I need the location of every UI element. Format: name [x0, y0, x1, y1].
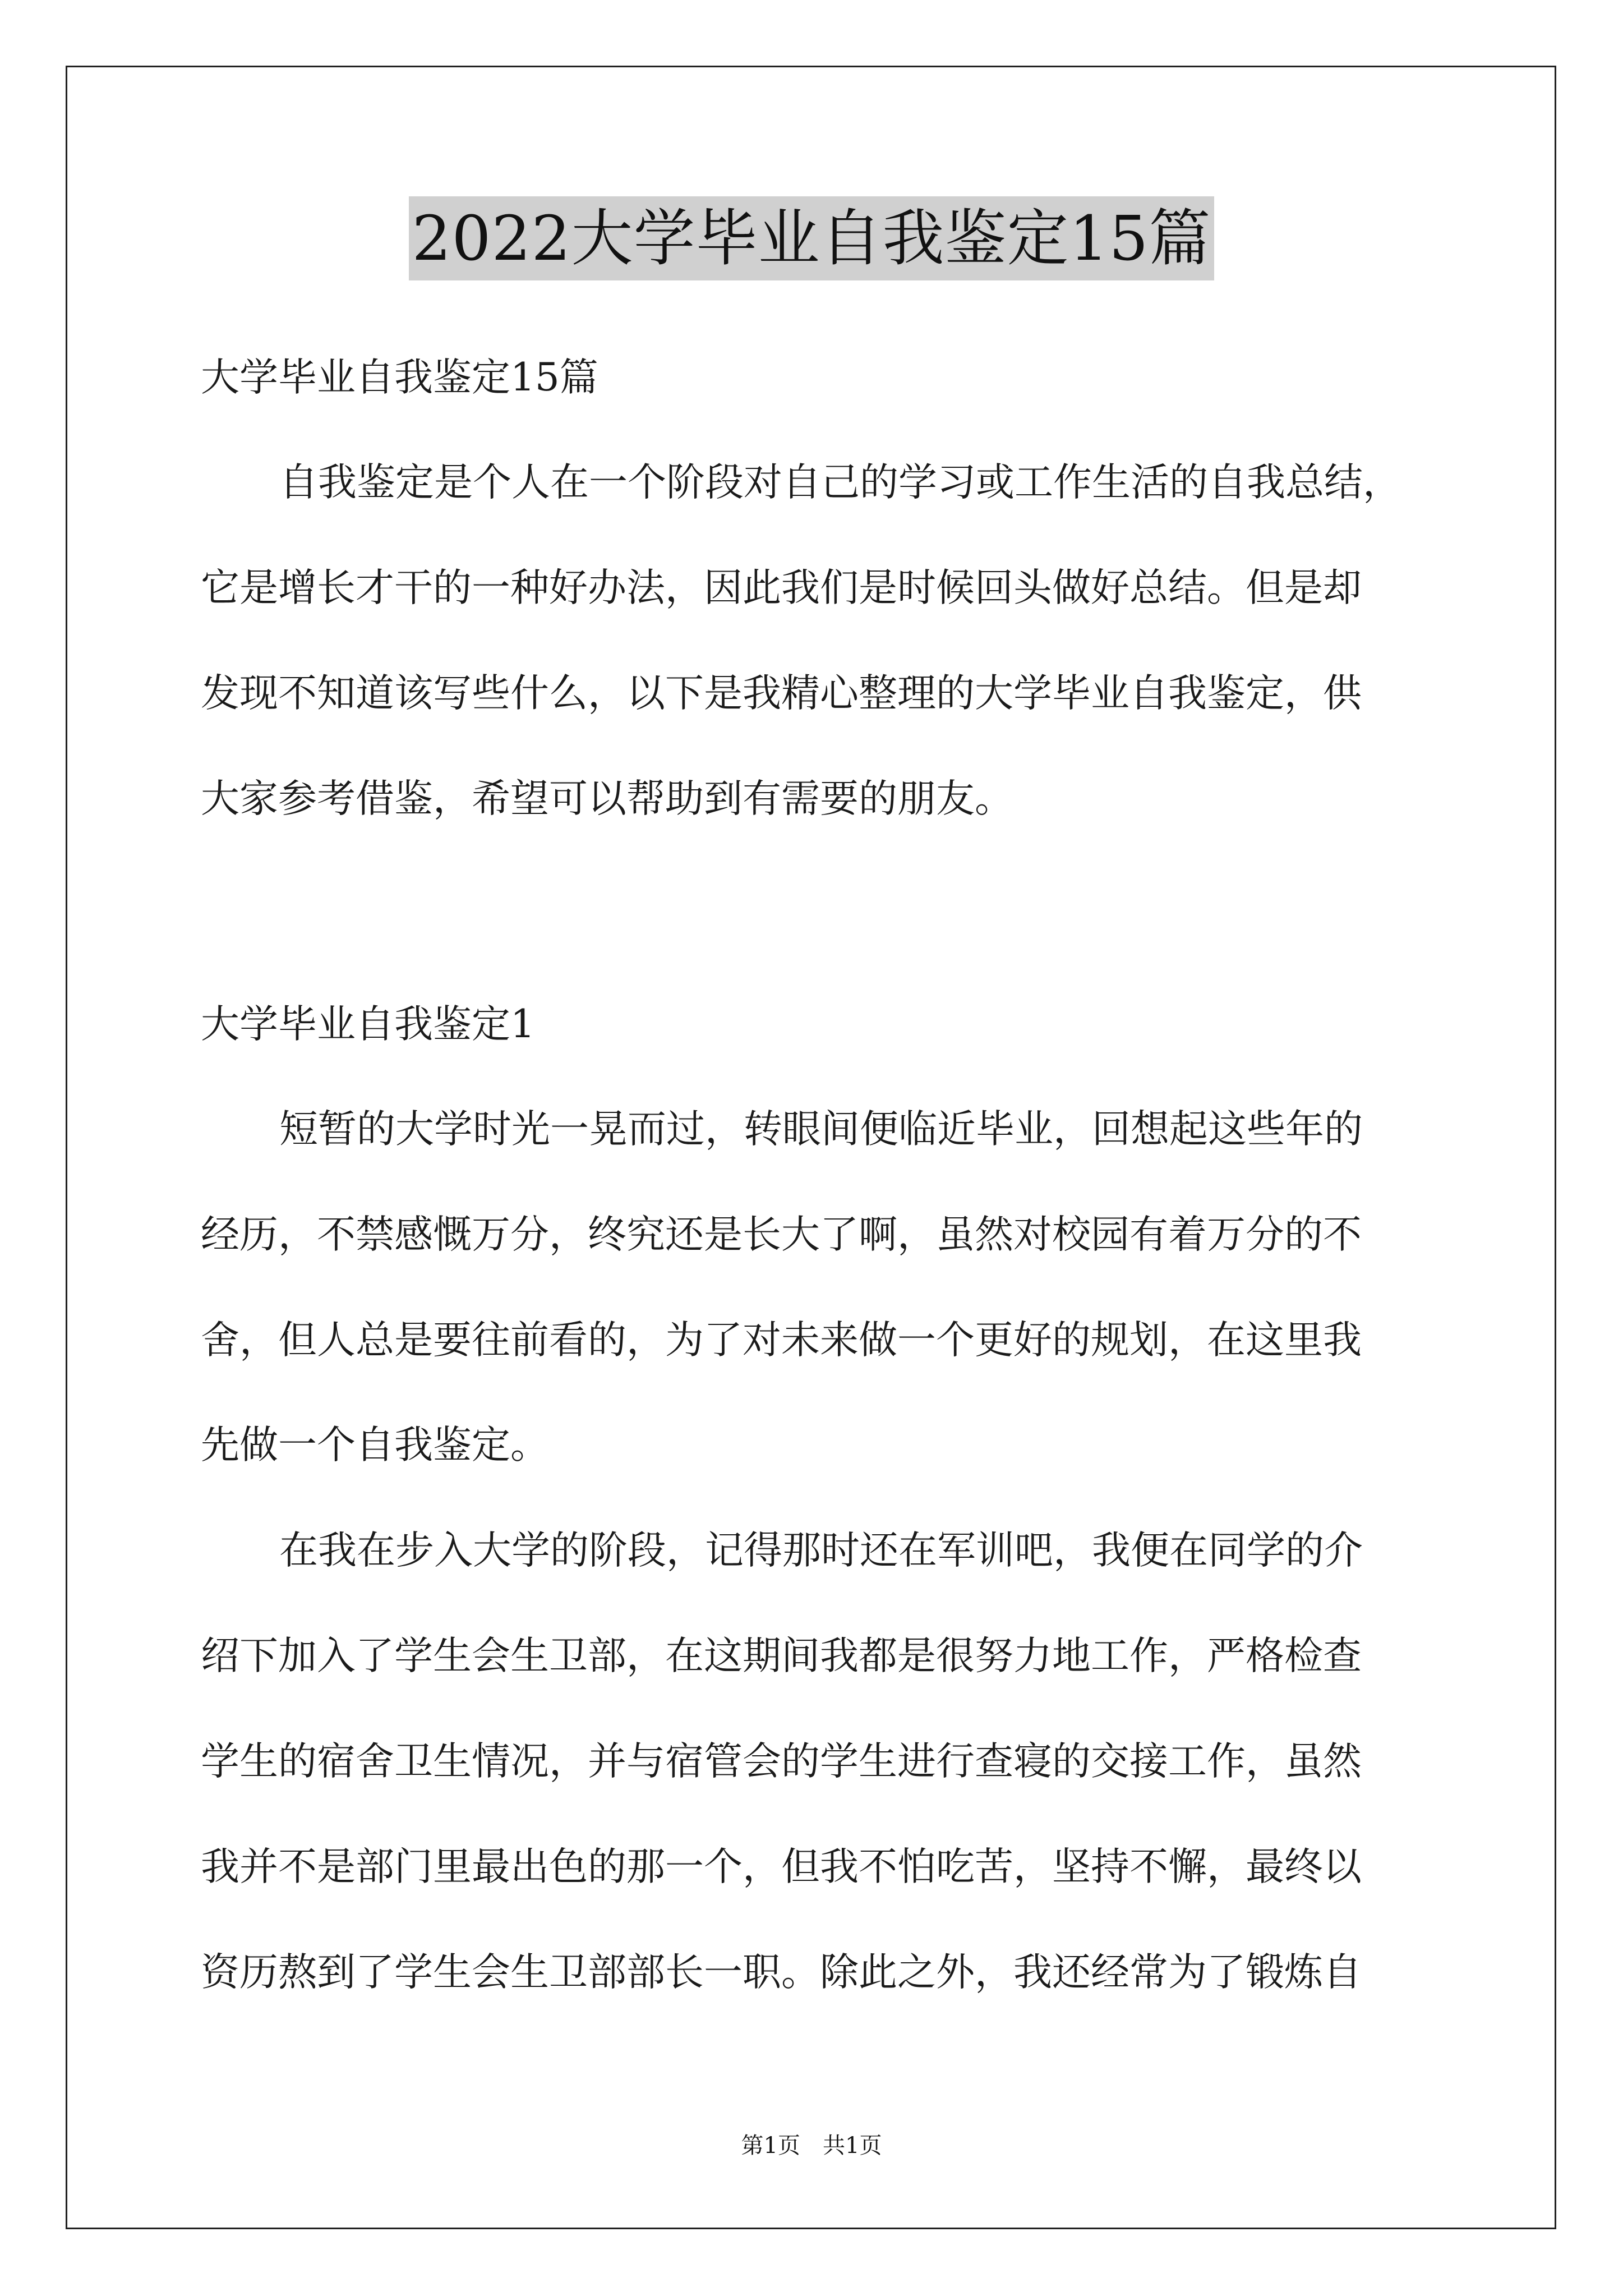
- paragraph-line: 资历熬到了学生会生卫部部长一职。除此之外，我还经常为了锻炼自: [201, 1950, 1362, 1995]
- page-footer: 第1页 共1页: [741, 2133, 882, 2159]
- paragraph-line: 在我在步入大学的阶段，记得那时还在军训吧，我便在同学的介: [279, 1528, 1363, 1573]
- paragraph-line: 经历，不禁感慨万分，终究还是长大了啊，虽然对校园有着万分的不: [201, 1212, 1362, 1257]
- subtitle: 大学毕业自我鉴定15篇: [201, 355, 598, 400]
- paragraph-line: 短暂的大学时光一晃而过，转眼间便临近毕业，回想起这些年的: [279, 1107, 1363, 1152]
- document-title: 2022大学毕业自我鉴定15篇: [409, 196, 1215, 280]
- intro-line: 发现不知道该写些什么，以下是我精心整理的大学毕业自我鉴定，供: [201, 671, 1362, 716]
- paragraph-line: 先做一个自我鉴定。: [201, 1423, 549, 1467]
- paragraph-line: 学生的宿舍卫生情况，并与宿管会的学生进行查寝的交接工作，虽然: [201, 1739, 1362, 1784]
- paragraph-line: 我并不是部门里最出色的那一个，但我不怕吃苦，坚持不懈，最终以: [201, 1844, 1362, 1889]
- section-heading: 大学毕业自我鉴定1: [201, 1002, 535, 1047]
- intro-line: 自我鉴定是个人在一个阶段对自己的学习或工作生活的自我总结，: [279, 460, 1401, 505]
- intro-line: 大家参考借鉴，希望可以帮助到有需要的朋友。: [201, 776, 1013, 821]
- title-container: [0, 196, 1623, 280]
- paragraph-line: 绍下加入了学生会生卫部，在这期间我都是很努力地工作，严格检查: [201, 1634, 1362, 1678]
- paragraph-line: 舍，但人总是要往前看的，为了对未来做一个更好的规划，在这里我: [201, 1318, 1362, 1363]
- intro-line: 它是增长才干的一种好办法，因此我们是时候回头做好总结。但是却: [201, 565, 1362, 610]
